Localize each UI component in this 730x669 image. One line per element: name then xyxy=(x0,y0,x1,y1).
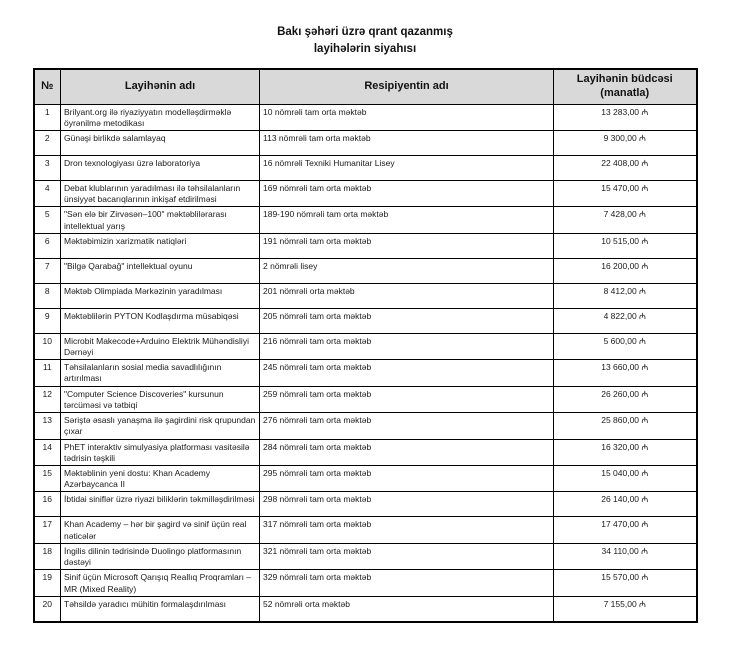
cell-num: 17 xyxy=(34,517,61,543)
cell-num: 14 xyxy=(34,439,61,465)
cell-budget: 25 860,00 ₼ xyxy=(554,413,697,439)
cell-num: 1 xyxy=(34,104,61,130)
cell-project: "Computer Science Discoveries" kursunun tərcüməsi və tətbiqi xyxy=(61,386,260,412)
cell-project: Khan Academy – hər bir şagird və sinif üçün real nəticələr xyxy=(61,517,260,543)
table-row xyxy=(34,596,697,622)
table-row xyxy=(34,360,697,386)
cell-num: 13 xyxy=(34,413,61,439)
grants-table-body xyxy=(34,104,697,622)
cell-project: İbtidai siniflər üzrə riyazi biliklərin təkmilləşdirilməsi xyxy=(61,492,260,517)
table-row xyxy=(34,570,697,596)
cell-budget: 16 320,00 ₼ xyxy=(554,439,697,465)
cell-recipient: 191 nömrəli tam orta məktəb xyxy=(260,233,554,258)
table-row xyxy=(34,207,697,233)
table-row xyxy=(34,439,697,465)
cell-budget: 22 408,00 ₼ xyxy=(554,155,697,180)
cell-budget: 4 822,00 ₼ xyxy=(554,308,697,333)
cell-budget: 15 570,00 ₼ xyxy=(554,570,697,596)
cell-project: "Bilgə Qarabağ" intellektual oyunu xyxy=(61,258,260,283)
cell-budget: 7 428,00 ₼ xyxy=(554,207,697,233)
cell-project: Məktəb Olimpiada Mərkəzinin yaradılması xyxy=(61,283,260,308)
cell-recipient: 2 nömrəli lisey xyxy=(260,258,554,283)
cell-project: Təhsildə yaradıcı mühitin formalaşdırılması xyxy=(61,596,260,622)
table-row xyxy=(34,386,697,412)
cell-num: 20 xyxy=(34,596,61,622)
cell-num: 18 xyxy=(34,543,61,569)
table-row xyxy=(34,258,697,283)
table-row xyxy=(34,333,697,359)
cell-budget: 13 660,00 ₼ xyxy=(554,360,697,386)
cell-num: 5 xyxy=(34,207,61,233)
cell-project: Məktəblinin yeni dostu: Khan Academy Azərbaycanca II xyxy=(61,466,260,492)
cell-budget: 5 600,00 ₼ xyxy=(554,333,697,359)
cell-budget: 13 283,00 ₼ xyxy=(554,104,697,130)
cell-recipient: 317 nömrəli tam orta məktəb xyxy=(260,517,554,543)
cell-project: Məktəbimizin xarizmatik natiqləri xyxy=(61,233,260,258)
page-title-line-2: layihələrin siyahısı xyxy=(313,43,417,56)
cell-project: Günəşi birlikdə salamlayaq xyxy=(61,130,260,155)
cell-recipient: 284 nömrəli tam orta məktəb xyxy=(260,439,554,465)
cell-budget: 16 200,00 ₼ xyxy=(554,258,697,283)
cell-project: Microbit Makecode+Arduino Elektrik Mühəndisliyi Dərnəyi xyxy=(61,333,260,359)
cell-recipient: 245 nömrəli tam orta məktəb xyxy=(260,360,554,386)
cell-recipient: 113 nömrəli tam orta məktəb xyxy=(260,130,554,155)
cell-recipient: 321 nömrəli tam orta məktəb xyxy=(260,543,554,569)
cell-project: Məktəblilərin PYTON Kodlaşdırma müsabiqəsi xyxy=(61,308,260,333)
cell-recipient: 10 nömrəli tam orta məktəb xyxy=(260,104,554,130)
table-row xyxy=(34,543,697,569)
table-row xyxy=(34,233,697,258)
grants-table-header xyxy=(34,69,697,105)
cell-budget: 7 155,00 ₼ xyxy=(554,596,697,622)
cell-project: Səriştə əsaslı yanaşma ilə şagirdini risk qrupundan çıxar xyxy=(61,413,260,439)
cell-recipient: 276 nömrəli tam orta məktəb xyxy=(260,413,554,439)
cell-budget: 26 140,00 ₼ xyxy=(554,492,697,517)
cell-num: 2 xyxy=(34,130,61,155)
cell-num: 15 xyxy=(34,466,61,492)
table-row xyxy=(34,104,697,130)
header-num: № xyxy=(34,69,61,105)
cell-budget: 34 110,00 ₼ xyxy=(554,543,697,569)
cell-budget: 10 515,00 ₼ xyxy=(554,233,697,258)
cell-project: Brilyant.org ilə riyaziyyatın modelləşdirməklə öyrənilmə metodikası xyxy=(61,104,260,130)
cell-num: 12 xyxy=(34,386,61,412)
cell-project: Debat klublarının yaradılması ilə təhsilalanların ünsiyyət bacarıqlarının inkişaf etdirilməsi xyxy=(61,180,260,206)
cell-num: 11 xyxy=(34,360,61,386)
cell-project: Dron texnologiyası üzrə laboratoriya xyxy=(61,155,260,180)
cell-recipient: 216 nömrəli tam orta məktəb xyxy=(260,333,554,359)
cell-recipient: 16 nömrəli Texniki Humanitar Lisey xyxy=(260,155,554,180)
table-row xyxy=(34,308,697,333)
cell-num: 9 xyxy=(34,308,61,333)
cell-recipient: 329 nömrəli tam orta məktəb xyxy=(260,570,554,596)
cell-project: PhET interaktiv simulyasiya platforması vasitəsilə tədrisin təşkili xyxy=(61,439,260,465)
cell-num: 7 xyxy=(34,258,61,283)
cell-recipient: 295 nömrəli tam orta məktəb xyxy=(260,466,554,492)
cell-budget: 8 412,00 ₼ xyxy=(554,283,697,308)
page-title-line-1: Bakı şəhəri üzrə qrant qazanmış xyxy=(277,26,453,38)
table-row xyxy=(34,155,697,180)
cell-recipient: 201 nömrəli orta məktəb xyxy=(260,283,554,308)
table-row xyxy=(34,283,697,308)
header-budget: Layihənin büdcəsi (manatla) xyxy=(554,69,697,105)
header-recipient: Resipiyentin adı xyxy=(260,69,554,105)
cell-project: Sinif üçün Microsoft Qarışıq Reallıq Proqramları – MR (Mixed Reality) xyxy=(61,570,260,596)
table-row xyxy=(34,517,697,543)
cell-budget: 9 300,00 ₼ xyxy=(554,130,697,155)
cell-num: 16 xyxy=(34,492,61,517)
cell-num: 8 xyxy=(34,283,61,308)
cell-recipient: 52 nömrəli orta məktəb xyxy=(260,596,554,622)
header-project: Layihənin adı xyxy=(61,69,260,105)
table-row xyxy=(34,180,697,206)
cell-budget: 15 470,00 ₼ xyxy=(554,180,697,206)
cell-num: 4 xyxy=(34,180,61,206)
cell-project: Təhsilalanların sosial media savadlılığının artırılması xyxy=(61,360,260,386)
cell-budget: 15 040,00 ₼ xyxy=(554,466,697,492)
cell-num: 19 xyxy=(34,570,61,596)
cell-project: İngilis dilinin tədrisində Duolingo platformasının dəstəyi xyxy=(61,543,260,569)
cell-recipient: 169 nömrəli tam orta məktəb xyxy=(260,180,554,206)
table-row xyxy=(34,466,697,492)
grants-table xyxy=(33,68,698,623)
header-row xyxy=(34,69,697,105)
cell-num: 6 xyxy=(34,233,61,258)
cell-recipient: 298 nömrəli tam orta məktəb xyxy=(260,492,554,517)
table-row xyxy=(34,130,697,155)
cell-recipient: 205 nömrəli tam orta məktəb xyxy=(260,308,554,333)
cell-recipient: 259 nömrəli tam orta məktəb xyxy=(260,386,554,412)
page-title xyxy=(0,24,730,59)
cell-num: 10 xyxy=(34,333,61,359)
table-row xyxy=(34,413,697,439)
table-row xyxy=(34,492,697,517)
cell-num: 3 xyxy=(34,155,61,180)
cell-project: "Sən elə bir Zirvəsən–100" məktəblilərarası intellektual yarış xyxy=(61,207,260,233)
cell-budget: 26 260,00 ₼ xyxy=(554,386,697,412)
cell-budget: 17 470,00 ₼ xyxy=(554,517,697,543)
cell-recipient: 189-190 nömrəli tam orta məktəb xyxy=(260,207,554,233)
